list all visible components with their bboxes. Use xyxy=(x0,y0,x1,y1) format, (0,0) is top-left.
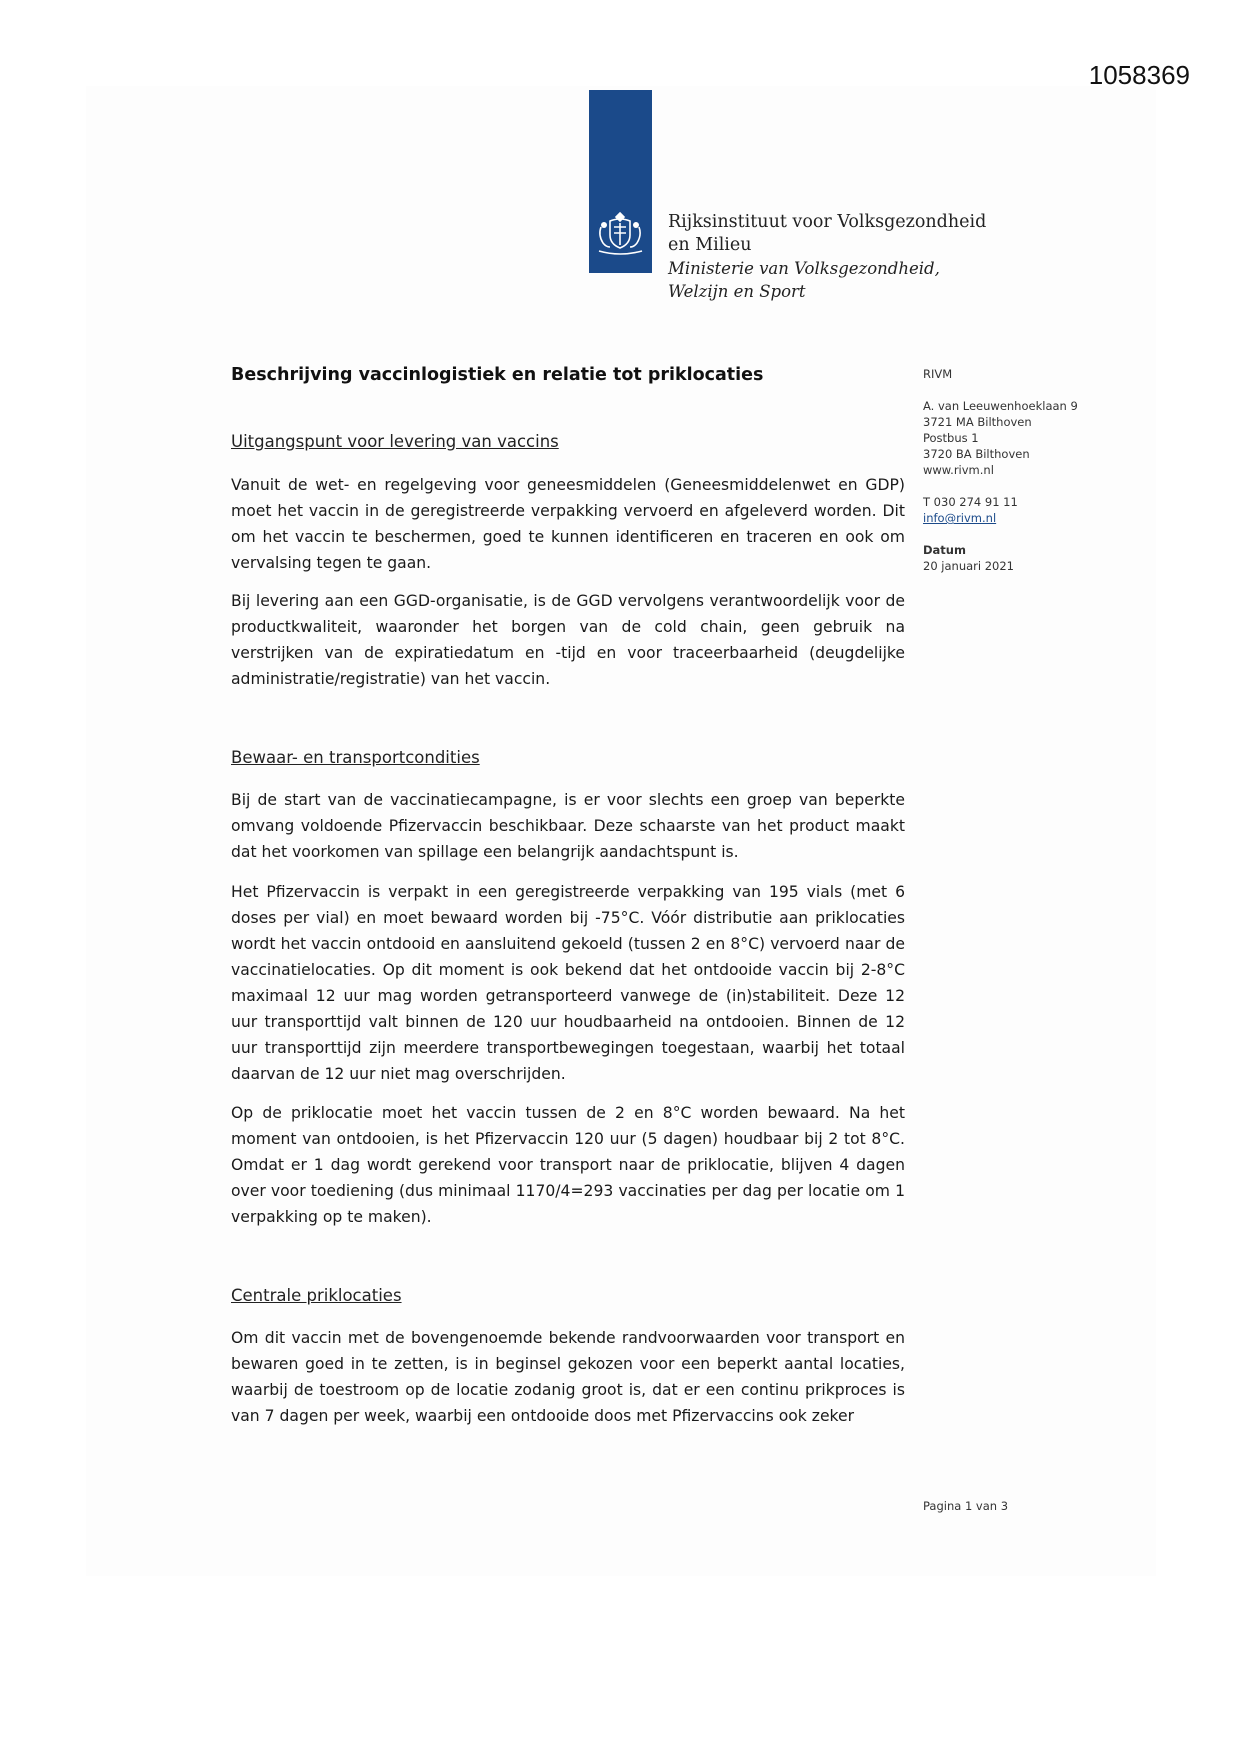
logo-bar xyxy=(589,90,652,273)
coat-of-arms-icon xyxy=(595,209,646,257)
sidebar-address-4: 3720 BA Bilthoven xyxy=(923,447,1030,461)
org-line-2: en Milieu xyxy=(668,235,752,255)
org-line-1: Rijksinstituut voor Volksgezondheid xyxy=(668,212,987,232)
document-title: Beschrijving vaccinlogistiek en relatie tot priklocaties xyxy=(231,365,764,385)
sidebar-address-3: Postbus 1 xyxy=(923,431,979,445)
date-value: 20 januari 2021 xyxy=(923,559,1015,573)
sidebar-org: RIVM xyxy=(923,367,953,381)
paragraph: Bij levering aan een GGD-organisatie, is de GGD vervolgens verantwoordelijk voor de productkwaliteit, waaronder het borgen van de cold chain, geen gebruik na verstrijken van de expiratiedatum en -tijd en voor traceerbaarheid (deugdelijke administratie/registratie) van het vaccin. xyxy=(231,592,905,688)
sidebar-phone: T 030 274 91 11 xyxy=(923,495,1018,509)
date-label: Datum xyxy=(923,543,966,557)
page-number: Pagina 1 van 3 xyxy=(923,1499,1009,1513)
section-heading-bewaar: Bewaar- en transportcondities xyxy=(231,748,480,767)
organisation-name xyxy=(668,211,986,303)
section-heading-centrale: Centrale priklocaties xyxy=(231,1286,402,1305)
paragraph: Het Pfizervaccin is verpakt in een geregistreerde verpakking van 195 vials (met 6 doses per vial) en moet bewaard worden bij -75°C. Vóór distributie aan priklocaties wordt het vaccin ontdooid en aansluitend gekoeld (tussen 2 en 8°C) vervoerd naar de vaccinatielocaties. Op dit moment is ook bekend dat het ontdooide vaccin bij 2-8°C maximaal 12 uur mag worden getransporteerd vanwege de (in)stabiliteit. Deze 12 uur transporttijd valt binnen de 120 uur houdbaarheid na ontdooien. Binnen de 12 uur transporttijd zijn meerdere transportbewegingen toegestaan, waarbij het totaal daarvan de 12 uur niet mag overschrijden. xyxy=(231,883,905,1083)
org-line-4: Welzijn en Sport xyxy=(668,282,806,301)
section-heading-levering: Uitgangspunt voor levering van vaccins xyxy=(231,432,559,451)
org-line-3: Ministerie van Volksgezondheid, xyxy=(668,259,940,278)
sidebar xyxy=(923,366,1078,574)
paragraph: Op de priklocatie moet het vaccin tussen de 2 en 8°C worden bewaard. Na het moment van ontdooien, is het Pfizervaccin 120 uur (5 dagen) houdbaar bij 2 tot 8°C. Omdat er 1 dag wordt gerekend voor transport naar de priklocatie, blijven 4 dagen over voor toediening (dus minimaal 1170/4=293 vaccinaties per dag per locatie om 1 verpakking op te maken). xyxy=(231,1104,905,1226)
sidebar-website: www.rivm.nl xyxy=(923,463,994,477)
document-number: 1058369 xyxy=(1088,60,1190,90)
sidebar-address-2: 3721 MA Bilthoven xyxy=(923,415,1032,429)
paragraph: Vanuit de wet- en regelgeving voor geneesmiddelen (Geneesmiddelenwet en GDP) moet het vaccin in de geregistreerde verpakking vervoerd en afgeleverd worden. Dit om het vaccin te beschermen, goed te kunnen identificeren en traceren en ook om vervalsing tegen te gaan. xyxy=(231,476,905,572)
sidebar-address-1: A. van Leeuwenhoeklaan 9 xyxy=(923,399,1078,413)
sidebar-email-link[interactable]: info@rivm.nl xyxy=(923,511,997,525)
paragraph: Bij de start van de vaccinatiecampagne, is er voor slechts een groep van beperkte omvang voldoende Pfizervaccin beschikbaar. Deze schaarste van het product maakt dat het voorkomen van spillage een belangrijk aandachtspunt is. xyxy=(231,791,905,861)
paragraph: Om dit vaccin met de bovengenoemde bekende randvoorwaarden voor transport en bewaren goed in te zetten, is in beginsel gekozen voor een beperkt aantal locaties, waarbij de toestroom op de locatie zodanig groot is, dat er een continu prikproces is van 7 dagen per week, waarbij een ontdooide doos met Pfizervaccins ook zeker xyxy=(231,1329,905,1425)
